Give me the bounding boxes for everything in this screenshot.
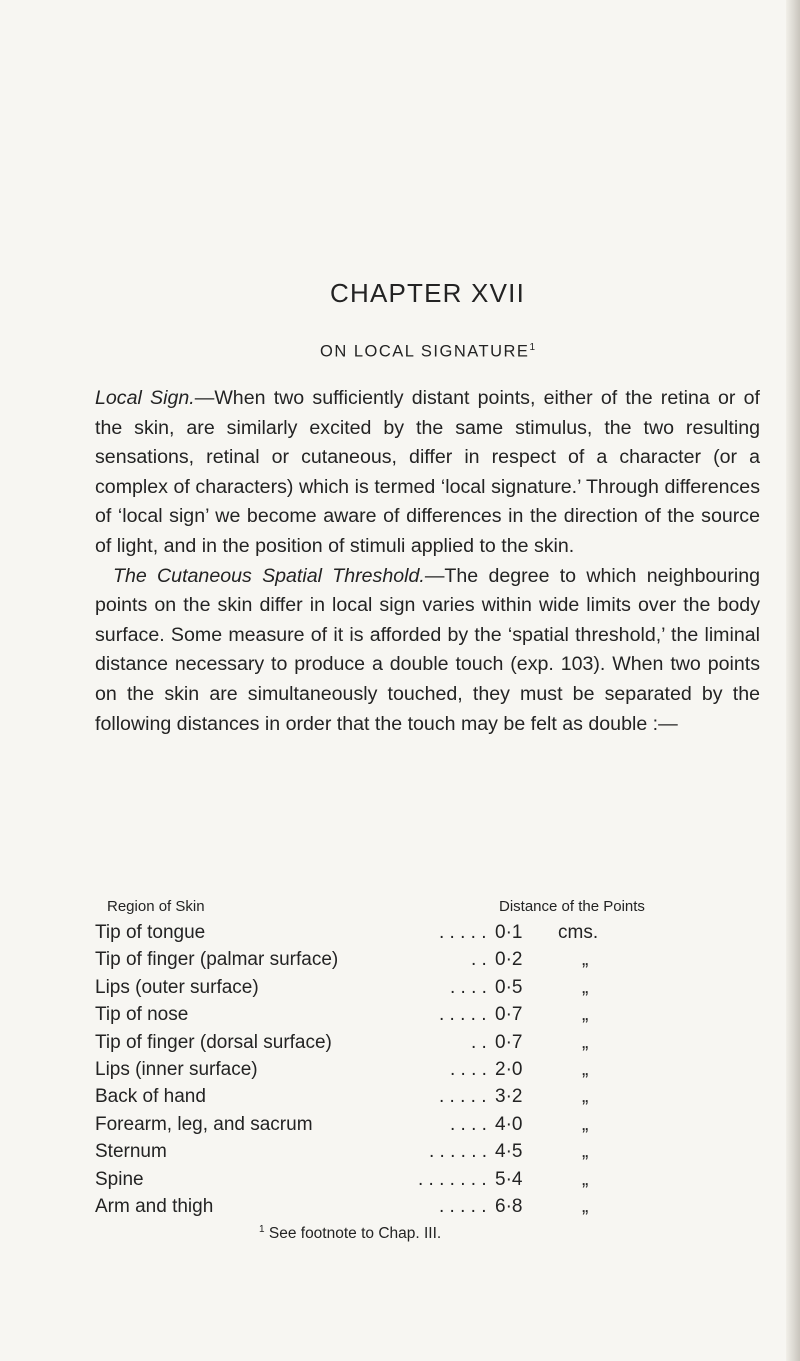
- distance-unit: cms.: [558, 922, 599, 943]
- dot-leader: . . . . .: [439, 1195, 487, 1217]
- distance-unit: „: [582, 949, 589, 971]
- table-row: [95, 1196, 760, 1223]
- distance-unit: „: [582, 1058, 589, 1080]
- distance-value: 4·0: [495, 1113, 523, 1135]
- region-cell: Arm and thigh: [95, 1195, 214, 1217]
- footnote-marker: 1: [529, 342, 535, 353]
- table-row: [95, 1141, 760, 1168]
- column-header-region: Region of Skin: [107, 898, 205, 915]
- distance-value: 3·2: [495, 1086, 523, 1108]
- table-row: [95, 1086, 760, 1113]
- dot-leader: . . . . . . .: [418, 1168, 487, 1190]
- dot-leader: . . . . .: [439, 922, 487, 943]
- table-row: [95, 949, 760, 976]
- distance-value: 0·7: [495, 1031, 523, 1053]
- distance-value: 5·4: [495, 1168, 523, 1190]
- paragraph-text: —The degree to which neighbouring points on the skin differ in local sign varies within wide limits over the body surface. Some measure of it is afforded by the ‘spatial threshold,’ the liminal distance necessary to produce a double touch (exp. 103). When two points on the skin are simultaneously touched, they must be separated by the following distances in order that the touch may be felt as double :—: [95, 564, 760, 735]
- region-cell: Back of hand: [95, 1086, 206, 1108]
- table-row: [95, 1032, 760, 1059]
- table-row: [95, 1169, 760, 1196]
- region-cell: Tip of finger (palmar surface): [95, 949, 339, 971]
- footnote-mark: 1: [259, 1224, 265, 1235]
- distance-unit: „: [582, 1086, 589, 1108]
- footnote: [259, 1224, 441, 1243]
- threshold-table: [95, 898, 760, 1223]
- footnote-text: See footnote to Chap. III.: [268, 1225, 442, 1243]
- region-cell: Tip of tongue: [95, 922, 206, 943]
- table-body: [95, 922, 760, 1223]
- distance-unit: „: [582, 1113, 589, 1135]
- distance-value: 0·2: [495, 949, 523, 971]
- paragraph-text: —When two sufficiently distant points, either of the retina or of the skin, are similarly excited by the same stimulus, the two resulting sensations, retinal or cutaneous, differ in respect of a character (or a complex of characters) which is termed ‘local signature.’ Through differences of ‘local sign’ we become aware of differences in the direction of the source of light, and in the position of stimuli applied to the skin.: [95, 387, 760, 557]
- distance-unit: „: [582, 1195, 589, 1217]
- dot-leader: . . . . .: [439, 1004, 487, 1026]
- paragraph-spatial-threshold: [95, 562, 760, 740]
- region-cell: Tip of nose: [95, 1004, 189, 1026]
- table-row: [95, 1114, 760, 1141]
- paragraph-heading: The Cutaneous Spatial Threshold.: [113, 564, 425, 587]
- distance-value: 0·1: [495, 922, 523, 943]
- distance-value: 0·7: [495, 1004, 523, 1026]
- dot-leader: . . . .: [450, 976, 487, 998]
- section-title-text: ON LOCAL SIGNATURE: [319, 342, 530, 361]
- table-row: [95, 922, 760, 949]
- distance-value: 6·8: [495, 1195, 523, 1217]
- table-row: [95, 977, 760, 1004]
- dot-leader: . . . . .: [439, 1086, 487, 1108]
- region-cell: Lips (outer surface): [95, 976, 259, 998]
- region-cell: Spine: [95, 1168, 144, 1190]
- distance-unit: „: [582, 1141, 589, 1163]
- distance-unit: „: [582, 1031, 589, 1053]
- dot-leader: . . . . . .: [429, 1141, 488, 1163]
- distance-unit: „: [582, 976, 589, 998]
- distance-value: 4·5: [495, 1141, 523, 1163]
- section-title: [95, 342, 760, 362]
- region-cell: Sternum: [95, 1141, 167, 1163]
- paragraph-heading: Local Sign.: [95, 387, 195, 409]
- dot-leader: . .: [471, 1031, 487, 1053]
- column-header-distance: Distance of the Points: [499, 898, 645, 915]
- distance-unit: „: [582, 1004, 589, 1026]
- table-header: [95, 898, 760, 922]
- page-edge-shadow: [786, 0, 800, 1361]
- chapter-title: CHAPTER XVII: [330, 278, 525, 308]
- dot-leader: . . . .: [450, 1058, 487, 1080]
- table-row: [95, 1059, 760, 1086]
- dot-leader: . .: [471, 949, 487, 971]
- distance-value: 0·5: [495, 976, 523, 998]
- dot-leader: . . . .: [450, 1113, 487, 1135]
- table-row: [95, 1004, 760, 1031]
- body-text: [95, 384, 760, 739]
- paragraph-local-sign: [95, 384, 760, 562]
- distance-value: 2·0: [495, 1058, 523, 1080]
- region-cell: Forearm, leg, and sacrum: [95, 1113, 313, 1135]
- region-cell: Tip of finger (dorsal surface): [95, 1031, 332, 1053]
- region-cell: Lips (inner surface): [95, 1058, 258, 1080]
- distance-unit: „: [582, 1168, 589, 1190]
